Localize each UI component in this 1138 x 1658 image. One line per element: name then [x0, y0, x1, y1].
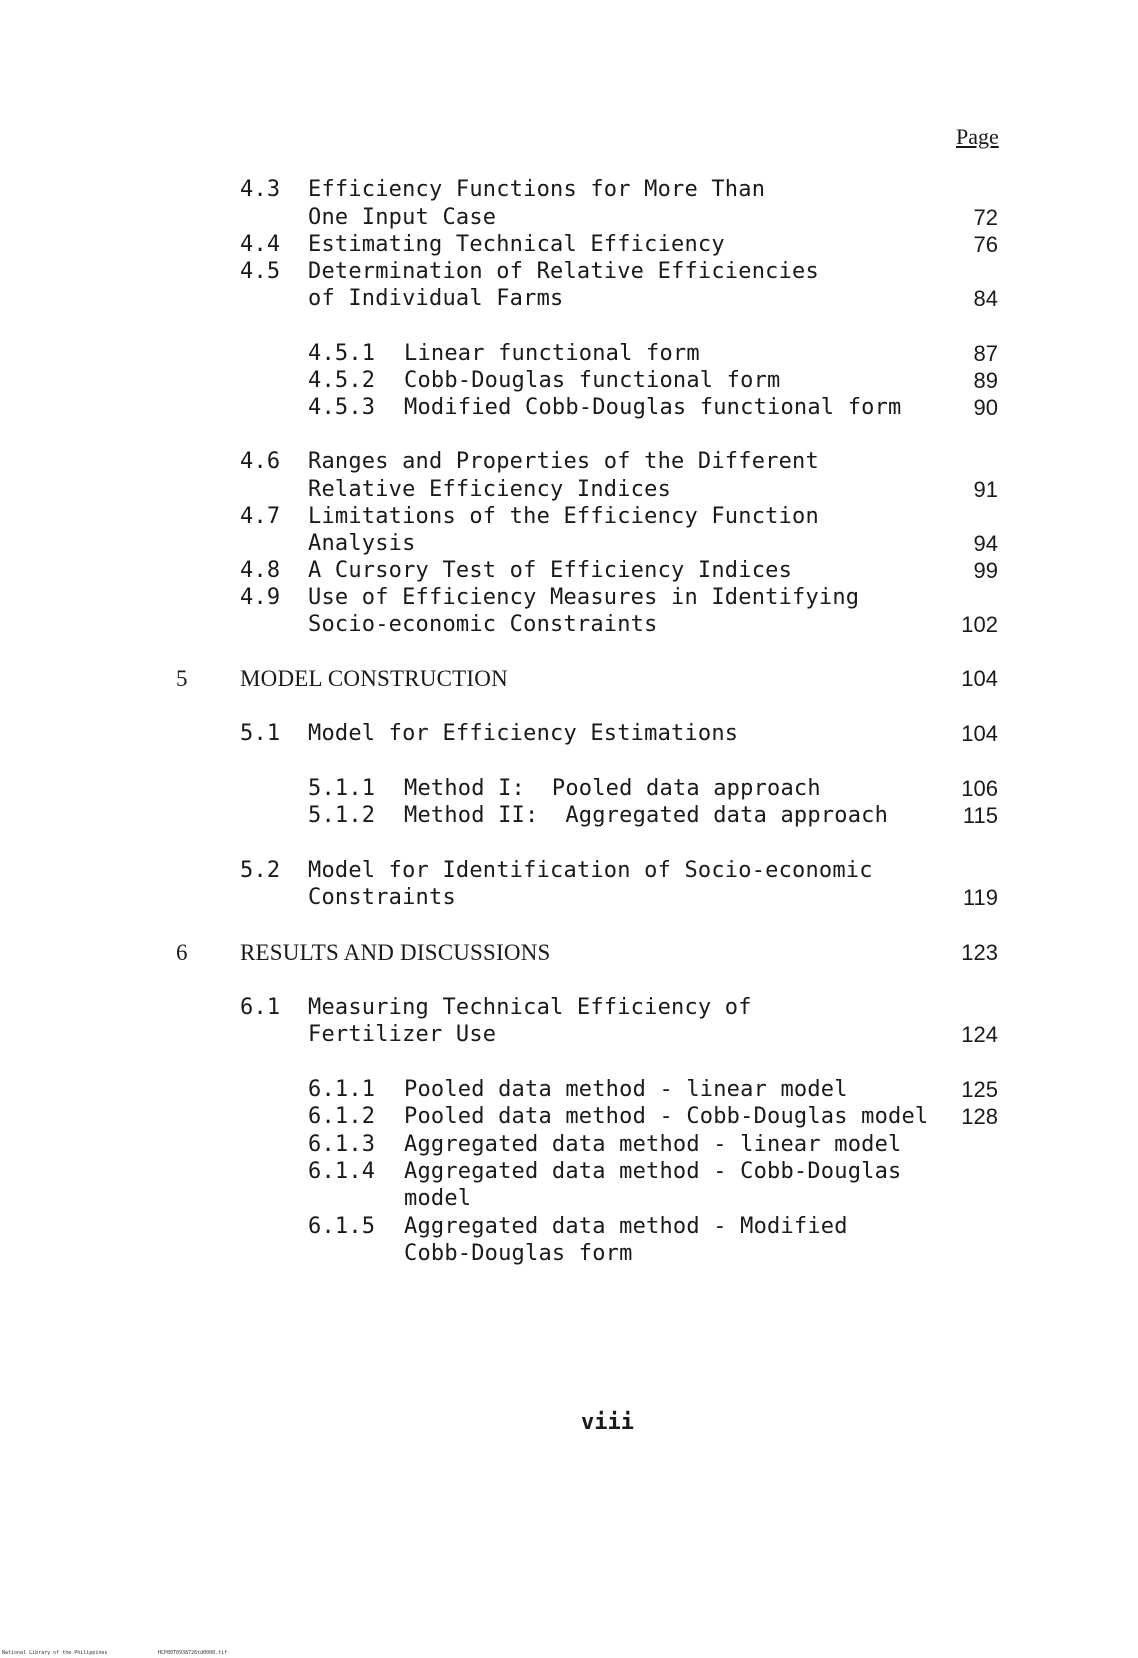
toc-entry-page: 124	[961, 1022, 998, 1047]
toc-entry-title: Estimating Technical Efficiency	[308, 232, 725, 257]
toc-entry-title: Measuring Technical Efficiency of	[308, 995, 752, 1020]
toc-subentry-number: 6.1.5	[308, 1214, 376, 1239]
toc-entry-title: A Cursory Test of Efficiency Indices	[308, 558, 793, 583]
toc-entry-number: 6.1	[240, 995, 281, 1020]
toc-entry-number: 4.3	[240, 177, 281, 202]
toc-subentry-number: 6.1.1	[308, 1077, 376, 1102]
toc-subentry-title: Aggregated data method - linear model	[404, 1132, 902, 1157]
toc-entry-title: Model for Efficiency Estimations	[308, 721, 739, 746]
toc-entry-page: 72	[973, 205, 998, 230]
toc-subentry-title-cont: Cobb-Douglas form	[404, 1241, 633, 1266]
toc-chapter-page: 123	[961, 940, 998, 965]
page-folio: viii	[581, 1410, 634, 1435]
toc-subentry-page: 90	[973, 395, 998, 420]
toc-subentry-title: Linear functional form	[404, 341, 700, 366]
toc-entry-number: 4.6	[240, 449, 281, 474]
toc-subentry-number: 6.1.3	[308, 1132, 376, 1157]
toc-subentry-title: Method I: Pooled data approach	[404, 776, 821, 801]
toc-entry-page: 102	[961, 612, 998, 637]
toc-entry-title-cont: Socio-economic Constraints	[308, 612, 658, 637]
toc-entry-title-cont: One Input Case	[308, 205, 497, 230]
toc-subentry-title: Pooled data method - Cobb-Douglas model	[404, 1104, 929, 1129]
toc-entry-title: Use of Efficiency Measures in Identifying	[308, 585, 860, 610]
toc-entry-number: 5.1	[240, 721, 281, 746]
toc-entry-page: 84	[973, 286, 998, 311]
toc-entry-number: 4.7	[240, 504, 281, 529]
toc-subentry-title: Aggregated data method - Modified	[404, 1214, 848, 1239]
toc-entry-title-cont: of Individual Farms	[308, 286, 564, 311]
toc-subentry-number: 5.1.2	[308, 803, 376, 828]
page-column-header: Page	[956, 124, 999, 149]
toc-entry-title: Limitations of the Efficiency Function	[308, 504, 819, 529]
toc-entry-title-cont: Relative Efficiency Indices	[308, 477, 672, 502]
toc-entry-title-cont: Fertilizer Use	[308, 1022, 497, 1047]
toc-subentry-title-cont: model	[404, 1186, 472, 1211]
toc-subentry-title: Cobb-Douglas functional form	[404, 368, 781, 393]
toc-entry-number: 4.4	[240, 232, 281, 257]
toc-entry-page: 99	[973, 558, 998, 583]
toc-entry-title-cont: Constraints	[308, 885, 456, 910]
toc-subentry-page: 115	[962, 803, 998, 828]
toc-subentry-number: 5.1.1	[308, 776, 376, 801]
toc-entry-number: 4.9	[240, 585, 281, 610]
toc-entry-title: Efficiency Functions for More Than	[308, 177, 766, 202]
toc-entry-page: 104	[961, 721, 998, 746]
toc-entry-number: 4.8	[240, 558, 281, 583]
toc-subentry-number: 6.1.4	[308, 1159, 376, 1184]
toc-subentry-page: 125	[961, 1077, 998, 1102]
toc-entry-page: 94	[973, 531, 998, 556]
toc-subentry-number: 4.5.3	[308, 395, 376, 420]
toc-chapter-title: RESULTS AND DISCUSSIONS	[240, 940, 551, 965]
toc-subentry-number: 4.5.1	[308, 341, 376, 366]
toc-entry-number: 4.5	[240, 259, 281, 284]
toc-subentry-page: 89	[973, 368, 998, 393]
scan-footer-file: HCP00T0938726td0008.tif	[158, 1650, 228, 1656]
toc-entry-title: Ranges and Properties of the Different	[308, 449, 819, 474]
toc-chapter-title: MODEL CONSTRUCTION	[240, 666, 508, 691]
toc-subentry-number: 6.1.2	[308, 1104, 376, 1129]
toc-subentry-page: 87	[973, 341, 998, 366]
toc-entry-title-cont: Analysis	[308, 531, 416, 556]
toc-chapter-number: 5	[176, 666, 188, 691]
toc-subentry-title: Modified Cobb-Douglas functional form	[404, 395, 902, 420]
toc-subentry-page: 128	[961, 1104, 998, 1129]
toc-entry-title: Determination of Relative Efficiencies	[308, 259, 819, 284]
toc-subentry-page: 106	[961, 776, 998, 801]
toc-entry-number: 5.2	[240, 858, 281, 883]
toc-entry-page: 76	[973, 232, 998, 257]
toc-subentry-title: Pooled data method - linear model	[404, 1077, 848, 1102]
toc-entry-page: 119	[962, 885, 998, 910]
toc-entry-title: Model for Identification of Socio-economic	[308, 858, 873, 883]
toc-subentry-title: Aggregated data method - Cobb-Douglas	[404, 1159, 902, 1184]
toc-chapter-page: 104	[961, 666, 998, 691]
toc-chapter-number: 6	[176, 940, 188, 965]
toc-subentry-number: 4.5.2	[308, 368, 376, 393]
toc-entry-page: 91	[973, 477, 998, 502]
toc-subentry-title: Method II: Aggregated data approach	[404, 803, 889, 828]
scan-footer-library: National Library of the Philippines	[2, 1650, 108, 1656]
